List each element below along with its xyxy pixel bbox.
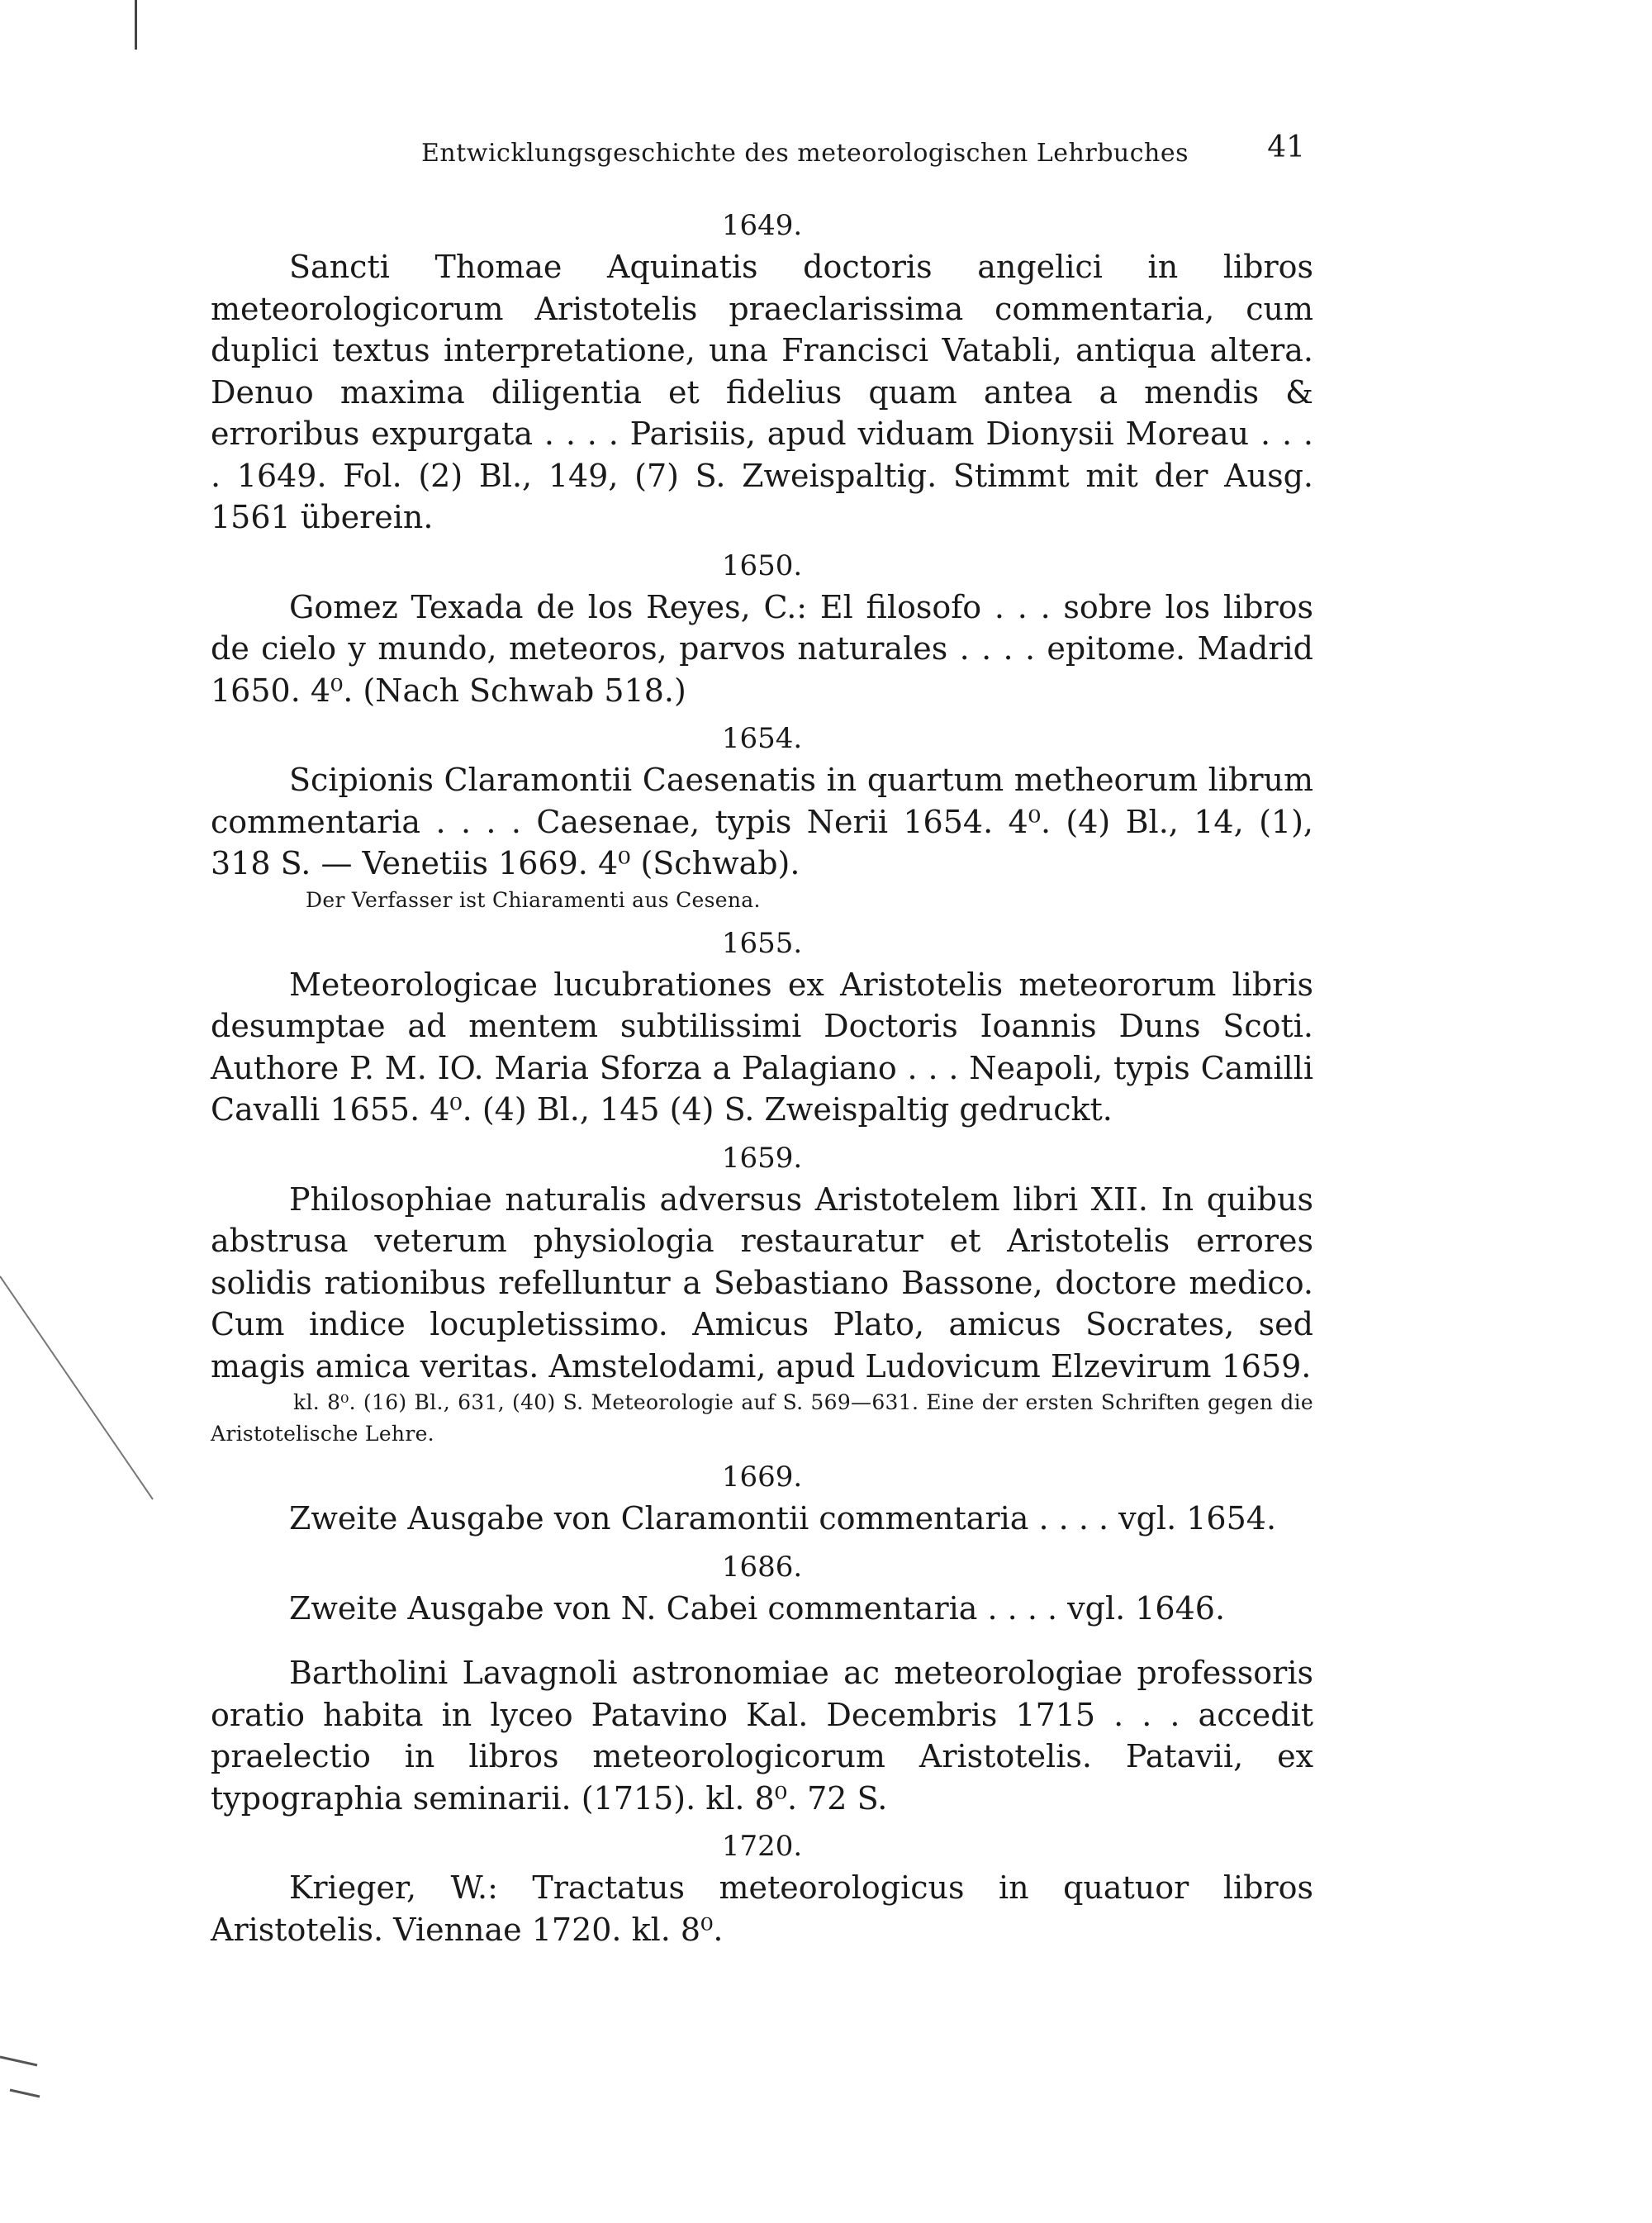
entry-text: Zweite Ausgabe von Claramontii commentaria . . . . vgl. 1654. [289, 1500, 1277, 1537]
entry-text: Gomez Texada de los Reyes, C.: El filosofo . . . sobre los libros de cielo y mundo, meteoros, parvos naturales . . . . epitome. Madrid 1650. 4⁰. (Nach Schwab 518.) [211, 588, 1313, 709]
entry-year: 1654. [721, 722, 803, 755]
spacer [211, 1629, 1313, 1652]
entry-text: Zweite Ausgabe von N. Cabei commentaria . . . . vgl. 1646. [289, 1589, 1226, 1627]
entry-text: Philosophiae naturalis adversus Aristotelem libri XII. In quibus abstrusa veterum physiologia restauratur et Aristotelis errores solidis rationibus refelluntur a Sebastiano Bassone, doctore medico. Cum indice locupletissimo. Amicus Plato, amicus Socrates, sed magis amica veritas. Amstelodami, apud Ludovicum Elzevirum 1659. [211, 1180, 1313, 1385]
entry-text-extra: Bartholini Lavagnoli astronomiae ac meteorologiae professoris oratio habita in lyceo Patavino Kal. Decembris 1715 . . . accedit praelectio in libros meteorologicorum Aristotelis. Patavii, ex typographia seminarii. (1715). kl. 8⁰. 72 S. [211, 1655, 1313, 1817]
entry-text: Krieger, W.: Tractatus meteorologicus in quatuor libros Aristotelis. Viennae 1720. kl. 8⁰. [211, 1869, 1313, 1948]
page-header [215, 124, 1305, 173]
scan-stroke [10, 2090, 40, 2097]
entry-1686 [211, 1548, 1313, 1820]
scan-edge-mark [135, 0, 137, 50]
entry-1669 [211, 1458, 1313, 1540]
entry-text: Scipionis Claramontii Caesenatis in quartum metheorum librum commentaria . . . . Caesenae, typis Nerii 1654. 4⁰. (4) Bl., 14, (1), 318 S. — Venetiis 1669. 4⁰ (Schwab). [211, 762, 1313, 881]
entry-year: 1649. [721, 209, 803, 242]
entry-year: 1669. [721, 1461, 803, 1494]
bibliography-list [211, 198, 1313, 1950]
scan-stroke [0, 2057, 37, 2065]
running-title: Entwicklungsgeschichte des meteorologischen Lehrbuches [421, 139, 1189, 168]
entry-1649 [211, 207, 1313, 539]
entry-1720 [211, 1827, 1313, 1950]
entry-1650 [211, 547, 1313, 712]
entry-text: Sancti Thomae Aquinatis doctoris angelici in libros meteorologicorum Aristotelis praeclarissima commentaria, cum duplici textus interpretatione, una Francisci Vatabli, antiqua altera. Denuo maxima diligentia et fidelius quam antea a mendis & erroribus expurgata . . . . Parisiis, apud viduam Dionysii Moreau . . . . 1649. Fol. (2) Bl., 149, (7) S. Zweispaltig. Stimmt mit der Ausg. 1561 überein. [211, 249, 1313, 535]
entry-note: kl. 8⁰. (16) Bl., 631, (40) S. Meteorologie auf S. 569—631. Eine der ersten Schriften gegen die Aristotelische Lehre. [211, 1390, 1313, 1446]
entry-1654 [211, 720, 1313, 916]
entry-year: 1659. [721, 1141, 803, 1175]
entry-text: Meteorologicae lucubrationes ex Aristotelis meteororum libris desumptae ad mentem subtilissimi Doctoris Ioannis Duns Scoti. Authore P. M. IO. Maria Sforza a Palagiano . . . Neapoli, typis Camilli Cavalli 1655. 4⁰. (4) Bl., 145 (4) S. Zweispaltig gedruckt. [211, 966, 1313, 1128]
entry-year: 1686. [721, 1550, 803, 1584]
entry-note: Der Verfasser ist Chiaramenti aus Cesena. [306, 887, 761, 912]
scan-stroke [0, 1276, 153, 1499]
page-number: 41 [1267, 131, 1305, 164]
entry-1659 [211, 1139, 1313, 1451]
entry-year: 1655. [721, 926, 803, 960]
entry-year: 1720. [721, 1830, 803, 1863]
entry-year: 1650. [721, 549, 803, 582]
entry-1655 [211, 924, 1313, 1131]
